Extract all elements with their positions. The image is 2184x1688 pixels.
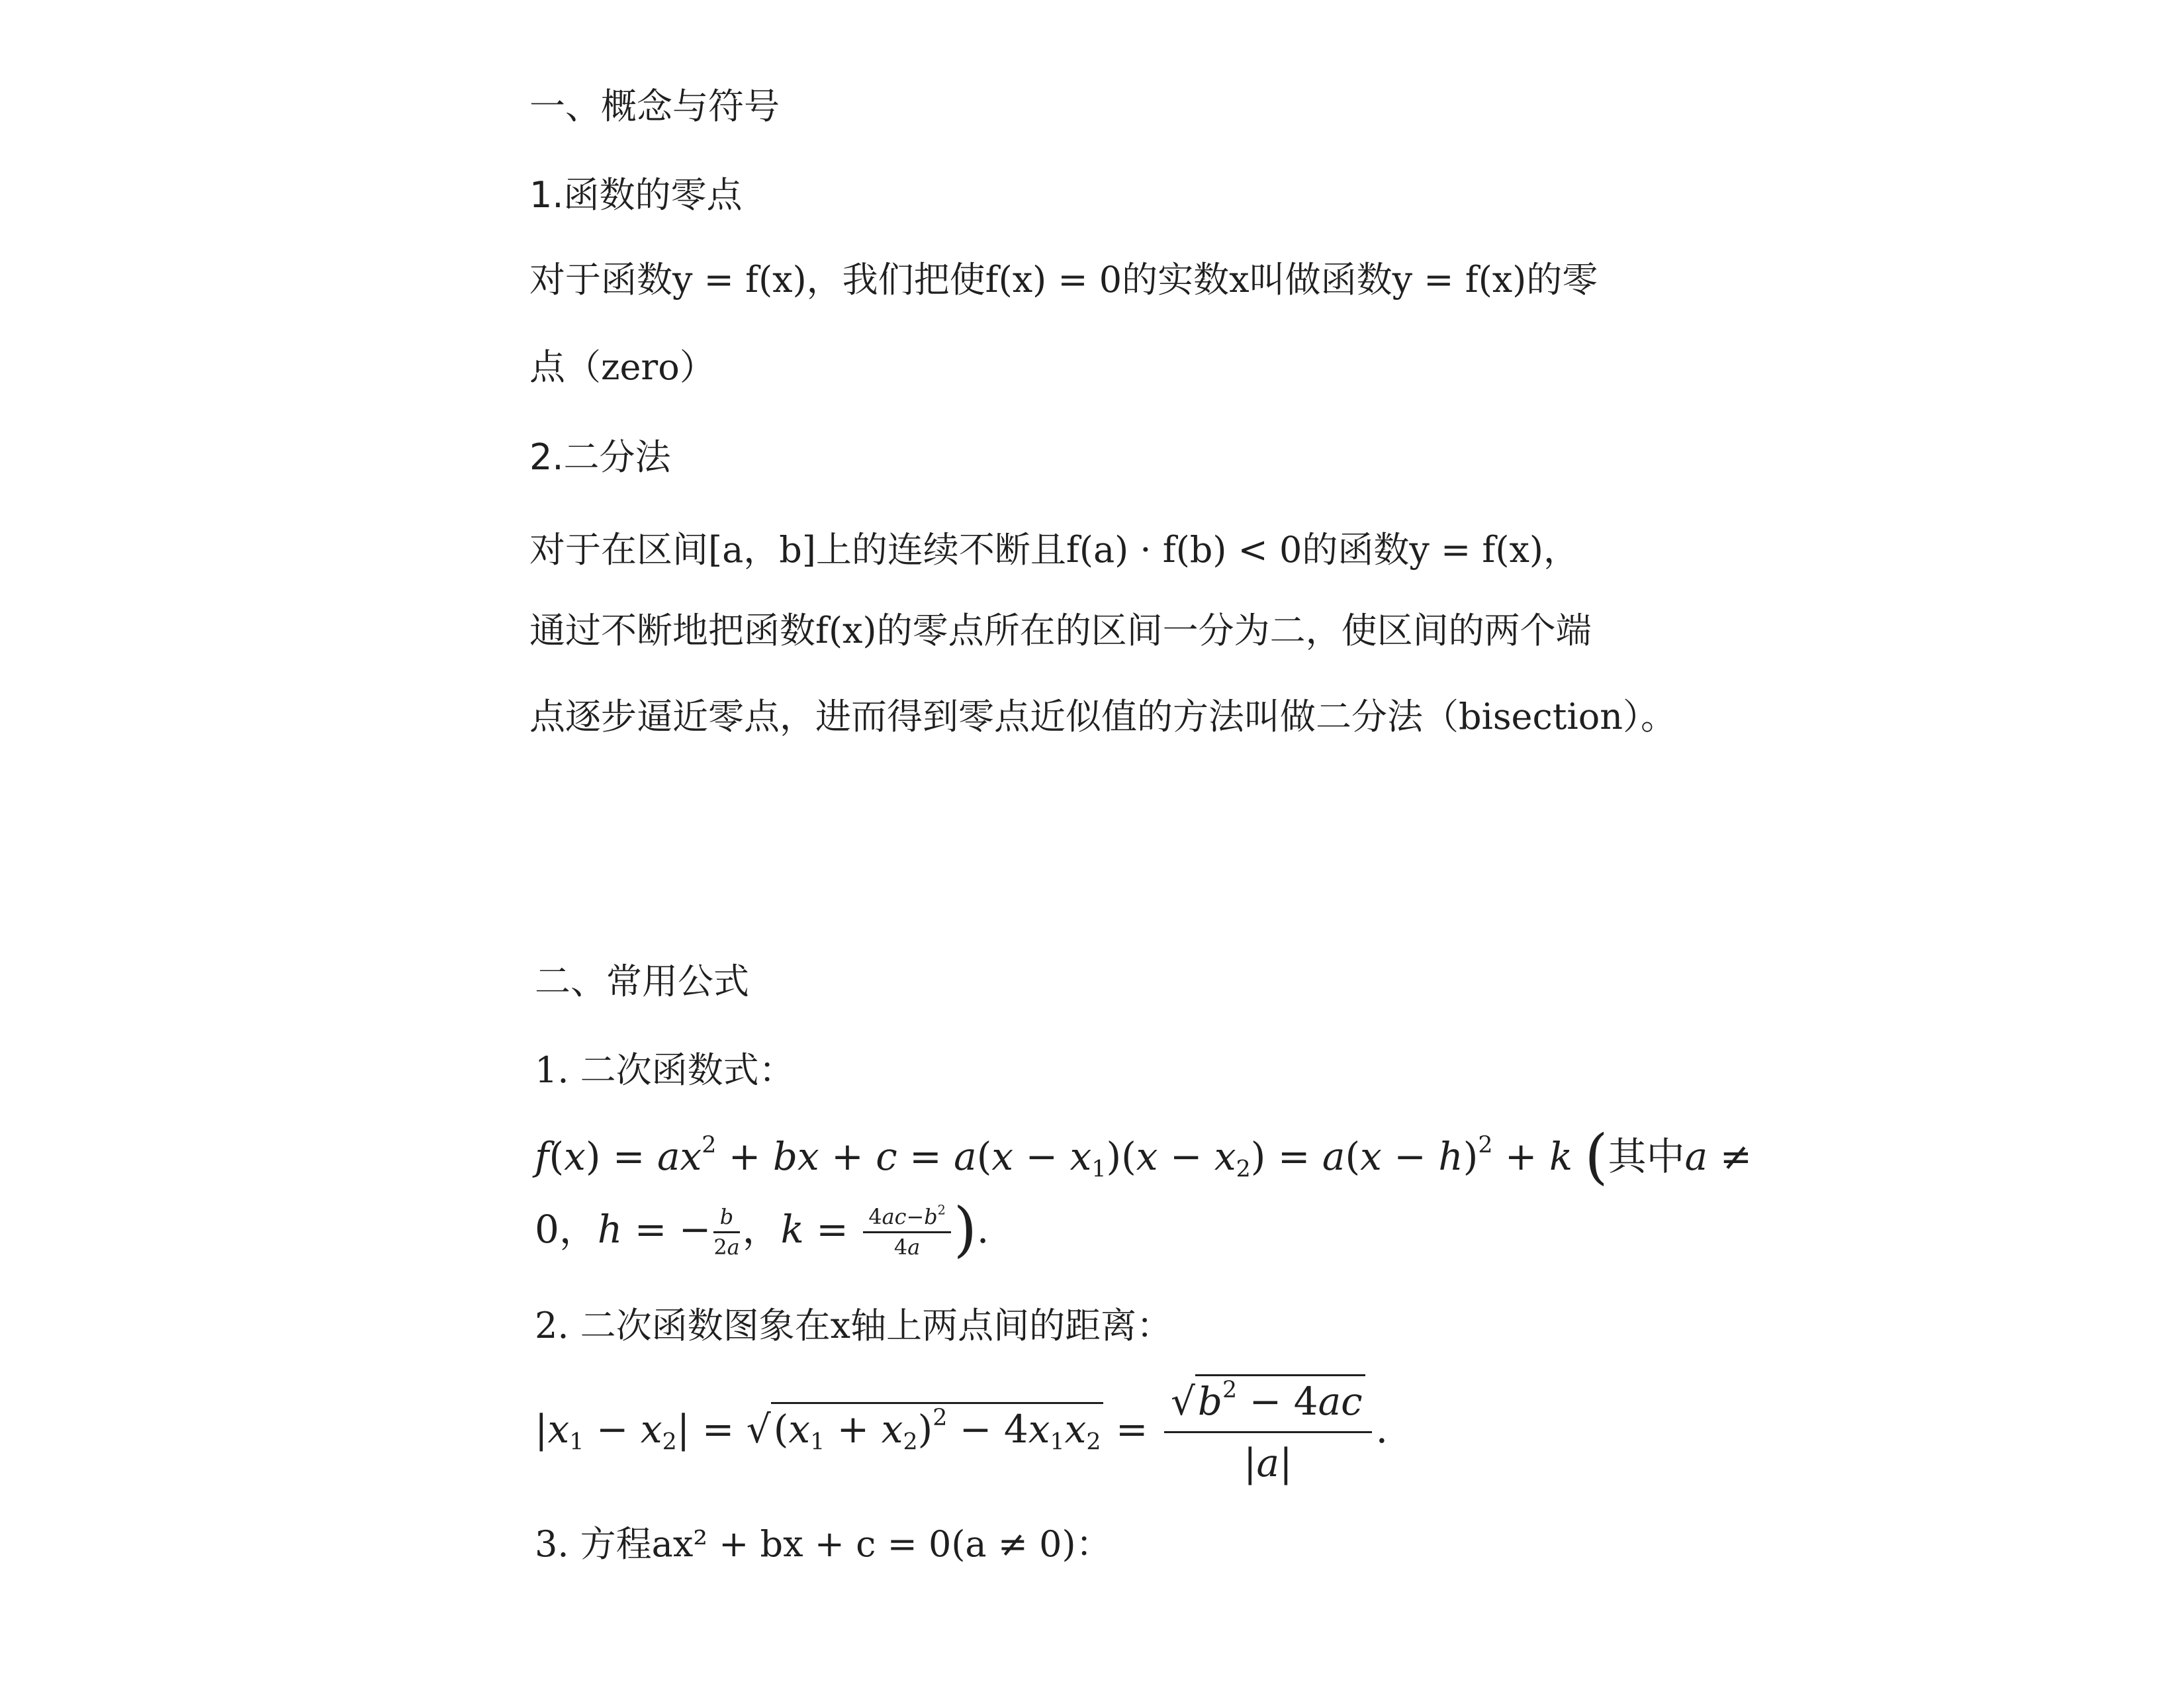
formula1-line2-math: 0，h = − $\frac{b}{2a}$ ，k = $\frac{4ac-b^2}{4a}$ ). (535, 1195, 989, 1264)
section1-heading: 一、概念与符号 (529, 85, 780, 127)
fraction-b-over-2a: $\frac{b}{2a}$ (713, 1203, 740, 1260)
item2-definition-line1: 对于在区间[a，b]上的连续不断且f(a) · f(b) < 0的函数y = f(x)， (529, 529, 1579, 571)
formula1-line1 (535, 1122, 1752, 1192)
item1-title: 1.函数的零点 (529, 174, 743, 216)
formula1-line2 (535, 1195, 989, 1264)
item1-definition-line1 (529, 252, 1598, 303)
formula2-math: $|x_1 - x_2| = √(x_1 + x_2)^2 - 4x_1x_2$ = $\frac{√b^2 - 4ac}{|a|}$ . (535, 1407, 1388, 1452)
formula2-line (535, 1376, 1388, 1489)
item2-definition-line3: 点逐步逼近零点，进而得到零点近似值的方法叫做二分法（bisection）。 (529, 696, 1677, 737)
section2-heading: 二、常用公式 (535, 961, 749, 1002)
formula2-title: 2. 二次函数图象在x轴上两点间的距离： (535, 1305, 1173, 1346)
item1-definition-text: 对于函数y = f(x)，我们把使f(x) = 0的实数x叫做函数y = f(x)的零 (529, 259, 1598, 301)
fraction-sqrt-discriminant-over-abs-a: $\frac{√b^2 - 4ac}{|a|}$ (1164, 1376, 1372, 1489)
item2-title: 2.二分法 (529, 436, 671, 478)
fraction-4ac-b2-over-4a: $\frac{4ac-b^2}{4a}$ (863, 1204, 951, 1262)
formula3-title: 3. 方程ax² + bx + c = 0(a ≠ 0)： (535, 1523, 1112, 1565)
formula1-line1-math: $f(x) = ax^2$ + bx + $c = a(x - x_1)(x - x_2) = a(x - h)^2 + k$ (其中a ≠ (535, 1122, 1752, 1192)
item2-definition-line2: 通过不断地把函数f(x)的零点所在的区间一分为二，使区间的两个端 (529, 610, 1592, 651)
formula1-title: 1. 二次函数式： (535, 1049, 795, 1091)
item1-definition-line2: 点（zero） (529, 346, 715, 388)
